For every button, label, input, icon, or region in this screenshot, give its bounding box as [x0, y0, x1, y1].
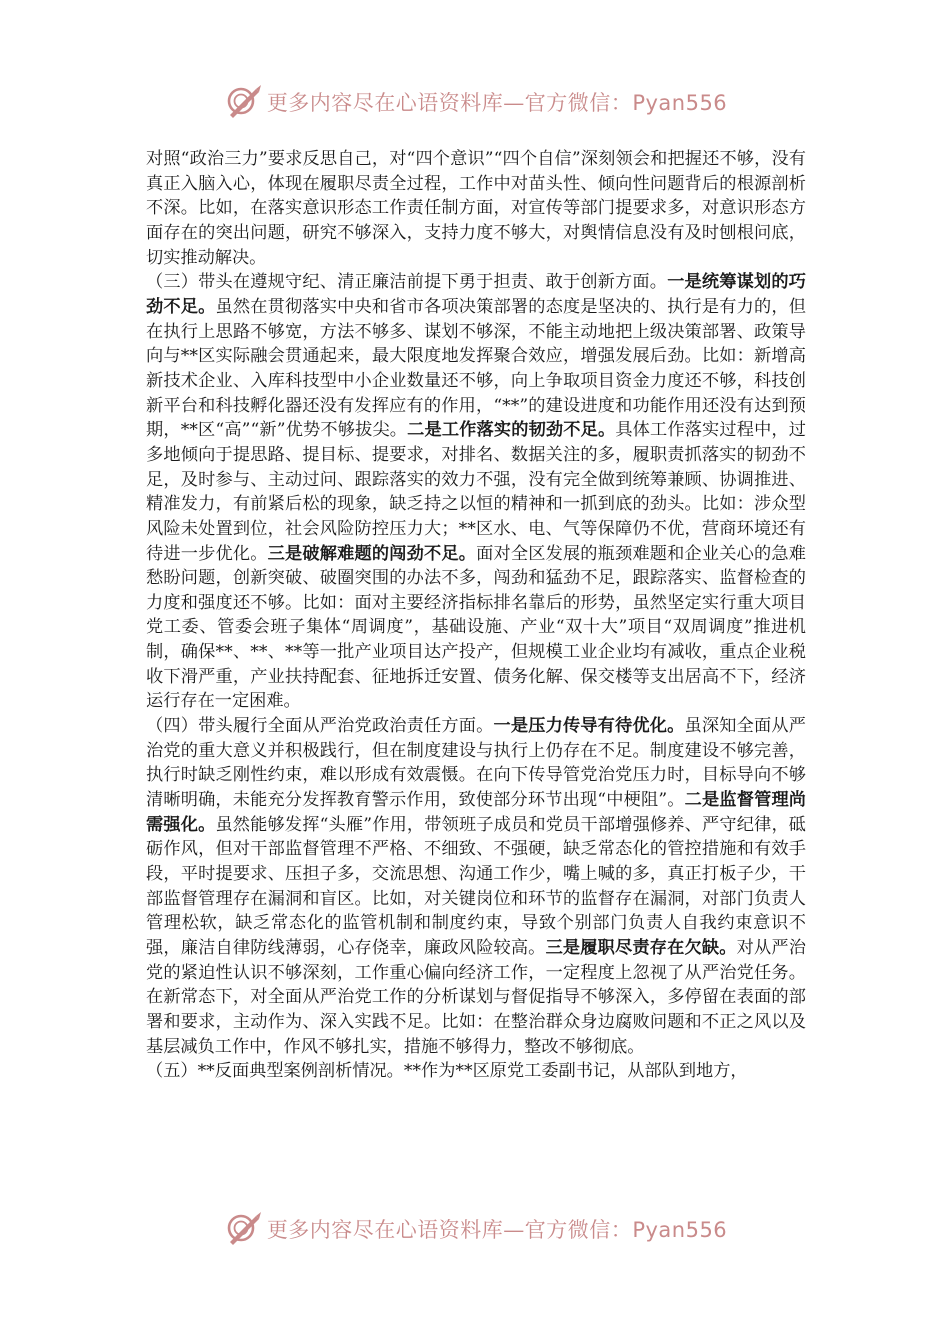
text-run: （三）带头在遵规守纪、清正廉洁前提下勇于担责、敢于创新方面。 — [146, 272, 668, 293]
watermark-wechat-id: Pyan556 — [632, 1218, 728, 1242]
text-run: 虽然在贯彻落实中央和省市各项决策部署的态度是坚决的、执行是有力的，但在执行上思路不够宽，方法不够多、谋划不够深，不能主动地把上级决策部署、政策导向与**区实际融会贯通起来，最大限度地发挥聚合效应，增强发展后劲。比如：新增高新技术企业、入库科技型中小企业数量还不够，向上争取项目资金力度还不够，科技创新平台和科技孵化器还没有发挥应有的作用，“**”的建设进度和功能作用还没有达到预期，**区“高”“新”优势不够拔尖。 — [146, 296, 806, 441]
bold-heading: 三是破解难题的闯劲不足。 — [267, 543, 477, 564]
bold-heading: 一是压力传导有待优化。 — [493, 716, 685, 737]
bold-heading: 一是统筹谋划的巧劲不足。 — [146, 272, 806, 317]
watermark-wechat-id: Pyan556 — [632, 91, 728, 115]
bold-heading: 二是工作落实的韧劲不足。 — [407, 420, 616, 441]
text-run: （四）带头履行全面从严治党政治责任方面。 — [146, 716, 494, 737]
bold-heading: 三是履职尽责存在欠缺。 — [545, 938, 737, 958]
text-run: 对从严治党的紧迫性认识不够深刻，工作重心偏向经济工作，一定程度上忽视了从严治党任务。在新常态下，对全面从严治党工作的分析谋划与督促指导不够深入，多停留在表面的部署和要求，主动作为、深入实践不足。比如：在整治群众身边腐败问题和不正之风以及基层减负工作中，作风不够扎实，措施不够得力，整改不够彻底。 — [146, 938, 806, 1057]
watermark-footer — [0, 1207, 950, 1251]
watermark-text — [267, 87, 727, 117]
watermark-label: 更多内容尽在心语资料库—官方微信： — [266, 91, 633, 115]
paragraph — [146, 1059, 806, 1084]
watermark-text — [267, 1214, 727, 1244]
text-run: 对照“政治三力”要求反思自己，对“四个意识”“四个自信”深刻领会和把握还不够，没有真正入脑入心，体现在履职尽责全过程，工作中对苗头性、倾向性问题背后的根源剖析不深。比如，在落实意识形态工作责任制方面，对宣传等部门提要求多，对意识形态方面存在的突出问题，研究不够深入，支持力度不够大，对舆情信息没有及时刨根问底，切实推动解决。 — [146, 149, 806, 268]
text-run: （五）**反面典型案例剖析情况。**作为**区原党工委副书记，从部队到地方， — [146, 1061, 748, 1082]
paragraph — [146, 147, 806, 270]
watermark-label: 更多内容尽在心语资料库—官方微信： — [266, 1218, 633, 1242]
text-run: 虽然能够发挥“头雁”作用，带领班子成员和党员干部增强修养、严守纪律，砥砺作风，但对干部监督管理不严格、不细致、不强硬，缺乏常态化的管控措施和有效手段，平时提要求、压担子多，交流思想、沟通工作少，嘴上喊的多，真正打板子少，干部监督管理存在漏洞和盲区。比如，对关键岗位和环节的监督存在漏洞，对部门负责人管理松软，缺乏常态化的监管机制和制度约束，导致个别部门负责人自我约束意识不强，廉洁自律防线薄弱，心存侥幸，廉政风险较高。 — [146, 814, 806, 958]
text-run: 面对全区发展的瓶颈难题和企业关心的急难愁盼问题，创新突破、破圈突围的办法不多，闯劲和猛劲不足，跟踪落实、监督检查的力度和强度还不够。比如：面对主要经济指标排名靠后的形势，虽然坚定实行重大项目党工委、管委会班子集体“周调度”，基础设施、产业“双十大”项目“双周调度”推进机制，确保**、**、**等一批产业项目达产投产，但规模工业企业均有减收，重点企业税收下滑严重，产业扶持配套、征地拆迁安置、债务化解、保交楼等支出居高不下，经济运行存在一定困难。 — [146, 543, 806, 712]
text-run: 具体工作落实过程中，过多地倾向于提思路、提目标、提要求，对排名、数据关注的多，履职责抓落实的韧劲不足，及时参与、主动过问、跟踪落实的效力不强，没有完全做到统筹兼顾、协调推进、精准发力，有前紧后松的现象，缺乏持之以恒的精神和一抓到底的劲头。比如：涉众型风险未处置到位，社会风险防控压力大；**区水、电、气等保障仍不优，营商环境还有待进一步优化。 — [146, 420, 806, 564]
document-body — [146, 147, 806, 1084]
paragraph — [146, 714, 806, 1059]
pen-icon — [223, 82, 263, 122]
watermark-header — [0, 80, 950, 124]
text-run: 虽深知全面从严治党的重大意义并积极践行，但在制度建设与执行上仍存在不足。制度建设不够完善，执行时缺乏刚性约束，难以形成有效震慑。在向下传导管党治党压力时，目标导向不够清晰明确，未能充分发挥教育警示作用，致使部分环节出现“中梗阻”。 — [146, 716, 806, 811]
bold-heading: 二是监督管理尚需强化。 — [146, 790, 806, 835]
pen-icon — [223, 1209, 263, 1249]
paragraph — [146, 270, 806, 714]
